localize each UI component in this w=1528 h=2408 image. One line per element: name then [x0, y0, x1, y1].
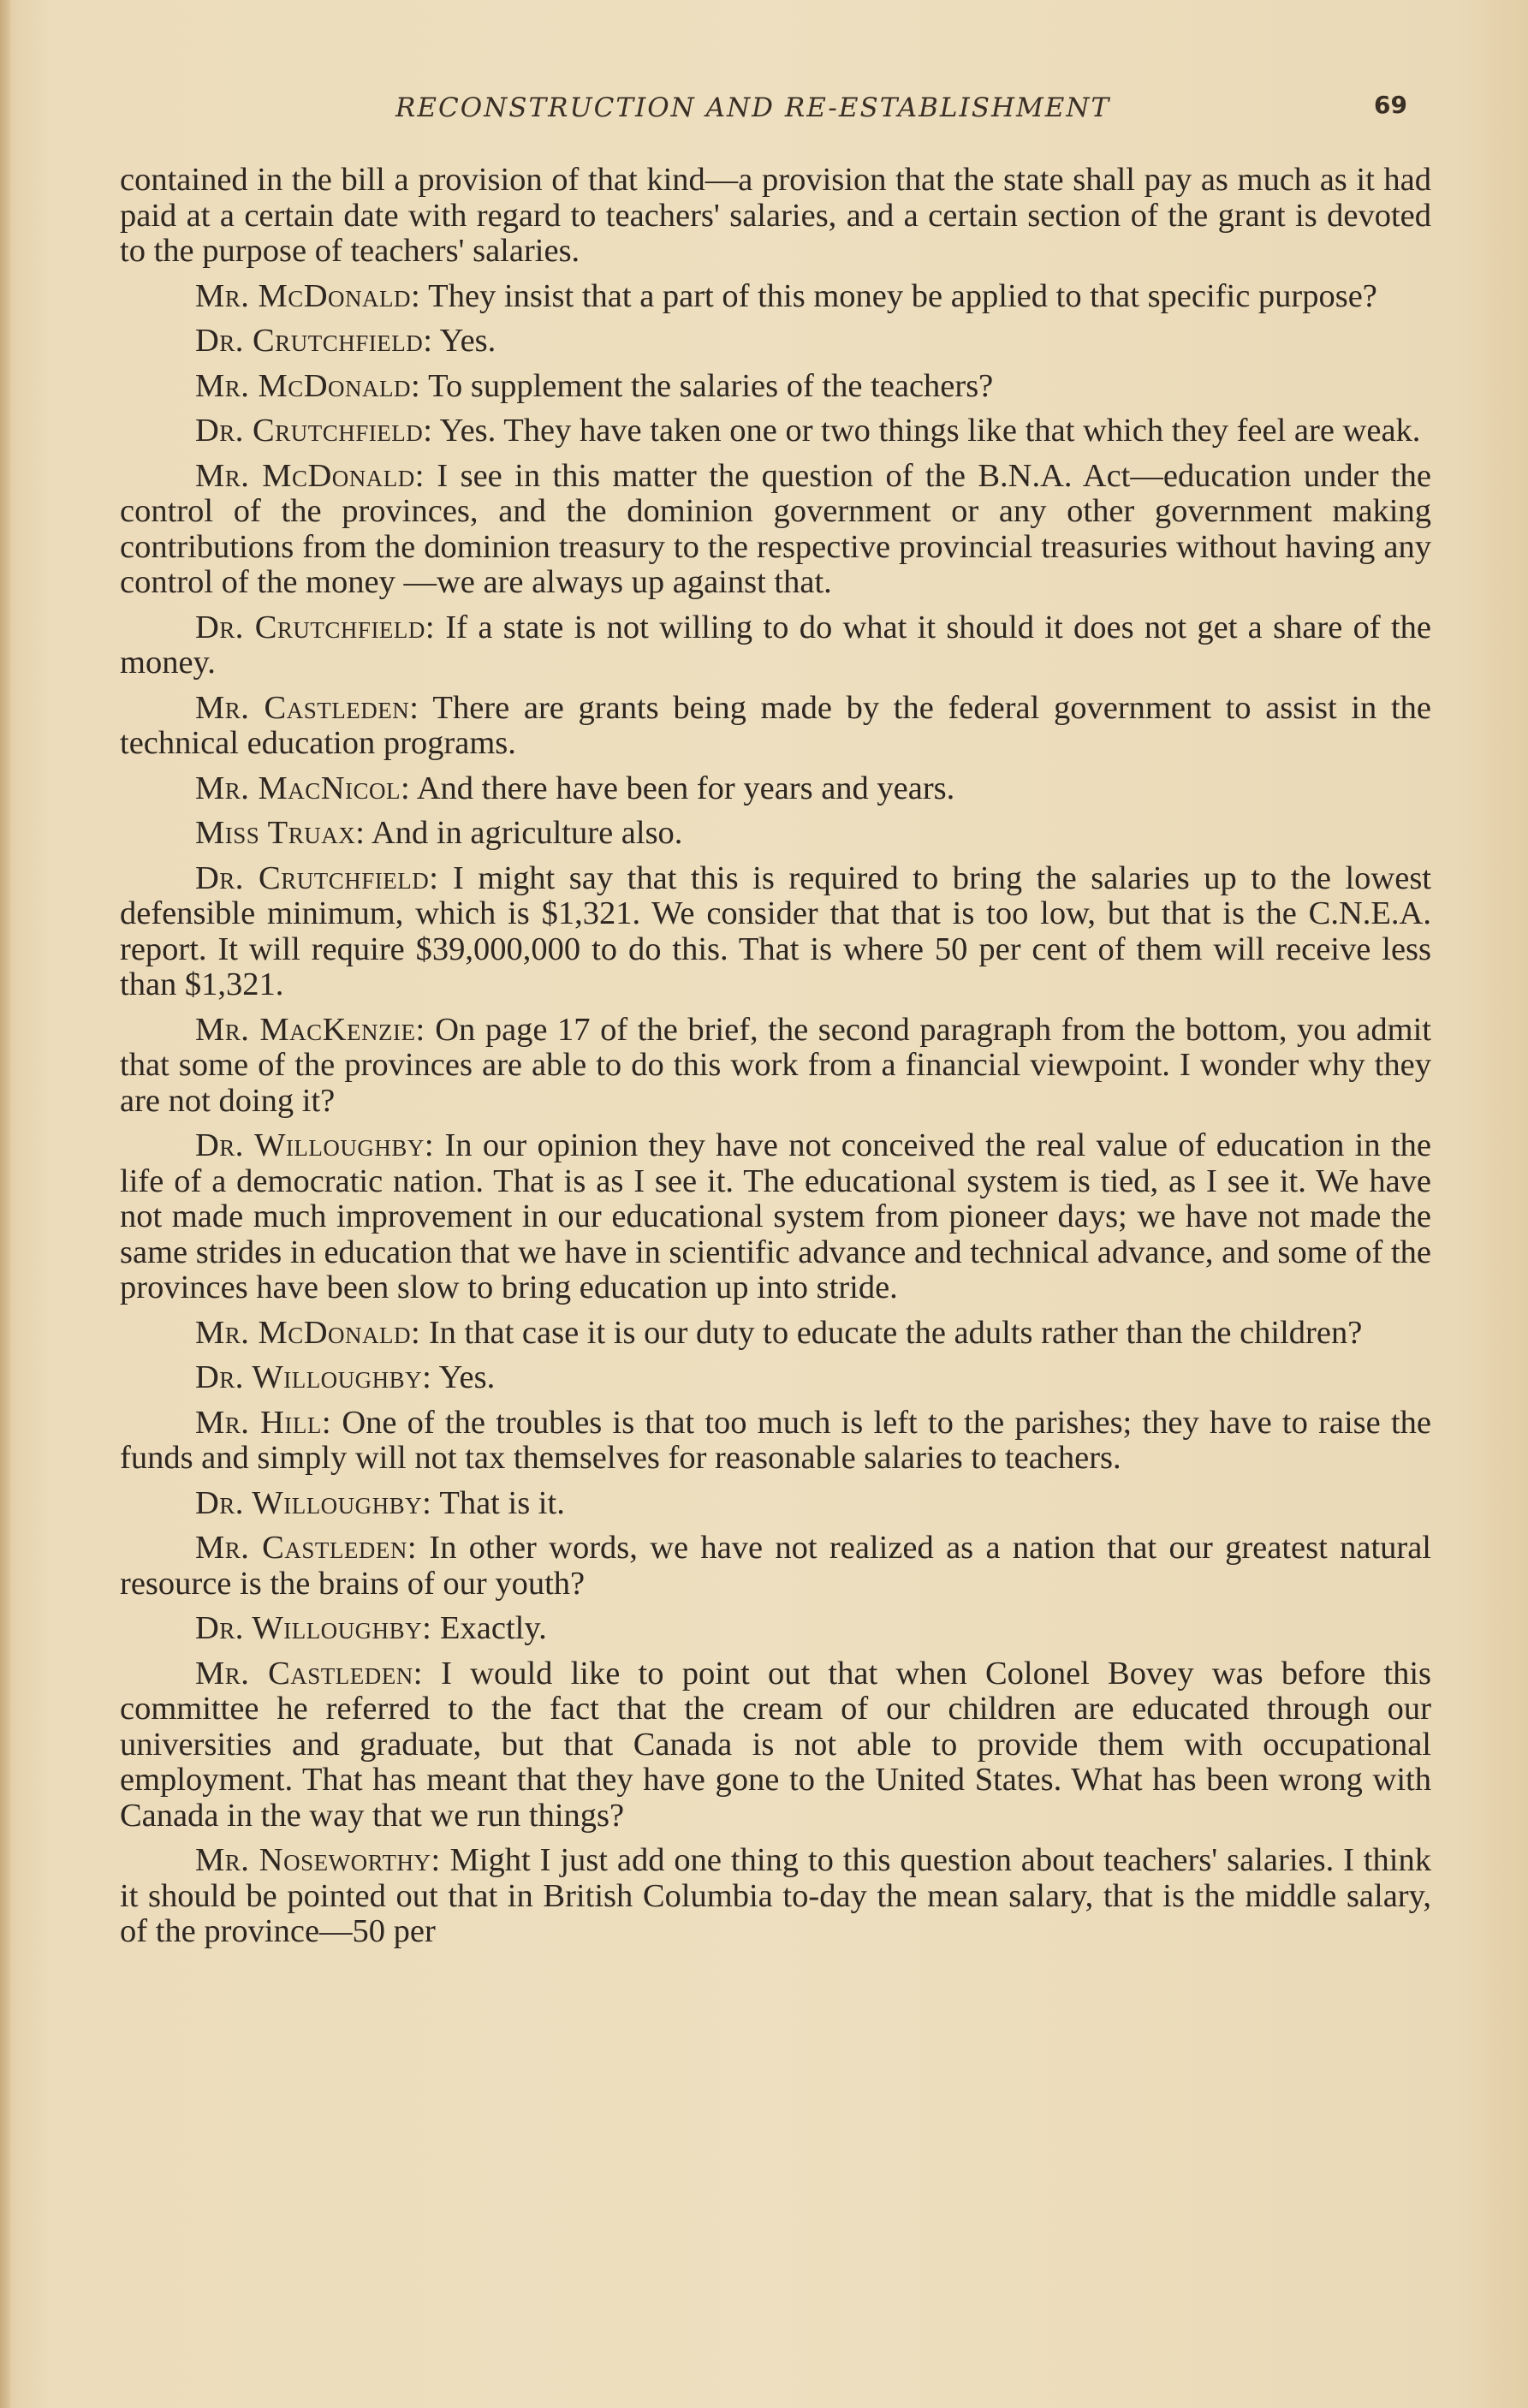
speaker-name: Mr. Castleden: — [195, 1530, 418, 1566]
speaker-name: Dr. Crutchfield: — [195, 859, 439, 896]
speech-text: I might say that this is required to bring the salaries up to the lowest defensible minimum, which is $1,321. We consider that that is too low, but that is the C.N.E.A. report. It will require $39,000,000 to do this. That is where 50 per cent of them will receive less than $1,321. — [120, 859, 1431, 1002]
speaker-name: Dr. Crutchfield: — [195, 609, 436, 645]
speaker-name: Miss Truax: — [195, 815, 366, 851]
running-head: RECONSTRUCTION AND RE-ESTABLISHMENT — [395, 92, 1111, 123]
speaker-name: Dr. Willoughby: — [195, 1484, 432, 1521]
speech-text: Might I just add one thing to this question about teachers' salaries. I think it should be pointed out that in British Columbia to-day the mean salary, that is the middle salary, of the province—50 per — [120, 1842, 1432, 1949]
exchange-paragraph — [120, 1360, 1431, 1396]
speaker-name: Mr. MacNicol: — [195, 770, 411, 806]
speaker-name: Mr. Castleden: — [195, 689, 419, 726]
opening-paragraph: contained in the bill a provision of that kind—a provision that the state shall pay as much as it had paid at a certain date with regard to teachers' salaries, and a certain section of the grant is devoted to the purpose of teachers' salaries. — [120, 162, 1431, 269]
speech-text: That is it. — [439, 1484, 565, 1521]
speech-text: They insist that a part of this money be applied to that specific purpose? — [428, 277, 1377, 314]
speech-text: Yes. — [438, 1359, 496, 1395]
exchange-paragraph — [120, 1406, 1431, 1477]
exchange-paragraph — [120, 279, 1431, 315]
exchange-paragraph — [120, 1843, 1431, 1950]
speech-text: To supplement the salaries of the teachers? — [428, 367, 994, 404]
page-body — [120, 163, 1431, 1959]
speech-text: There are grants being made by the federal government to assist in the technical education programs. — [120, 689, 1431, 761]
speaker-name: Mr. Hill: — [195, 1404, 332, 1441]
speech-text: If a state is not willing to do what it should it does not get a share of the money. — [120, 609, 1432, 681]
speech-text: On page 17 of the brief, the second paragraph from the bottom, you admit that some of the provinces are able to do this work from a financial viewpoint. I wonder why they are not doing it? — [120, 1011, 1431, 1119]
speaker-name: Mr. MacKenzie: — [195, 1011, 425, 1048]
exchange-paragraph — [120, 861, 1431, 1003]
speech-text: I would like to point out that when Colonel Bovey was before this committee he referred to the fact that the cream of our children are educated through our universities and graduate, but that Canada is not able to provide them with occupational employment. That has meant that they have gone to the United States. What has been wrong with Canada in the way that we run things? — [120, 1655, 1431, 1834]
speech-text: I see in this matter the question of the B.N.A. Act—education under the control of the provinces, and the dominion government or any other government making contributions from the dominion treasury to the respective provincial treasuries without having any control of the money —we are always up against that. — [120, 457, 1431, 600]
exchange-paragraph — [120, 1486, 1431, 1522]
speech-text: Yes. — [439, 323, 496, 359]
exchange-paragraph — [120, 771, 1431, 807]
speaker-name: Mr. Noseworthy: — [195, 1842, 441, 1878]
speaker-name: Mr. McDonald: — [195, 1314, 421, 1351]
speaker-name: Dr. Willoughby: — [195, 1610, 432, 1646]
speaker-name: Dr. Crutchfield: — [195, 323, 433, 359]
exchange-paragraph — [120, 691, 1431, 762]
page-gutter — [0, 0, 10, 2408]
exchange-paragraph — [120, 459, 1431, 601]
exchange-paragraph — [120, 413, 1431, 449]
speaker-name: Mr. McDonald: — [195, 367, 421, 404]
exchange-paragraph — [120, 1013, 1431, 1120]
speech-text: Yes. They have taken one or two things like that which they feel are weak. — [439, 413, 1421, 449]
speaker-name: Mr. McDonald: — [195, 277, 421, 314]
speech-text: In our opinion they have not conceived the real value of education in the life of a democratic nation. That is as I see it. The educational system is tied, as I see it. We have not made much improvement in our educational system from pioneer days; we have not made the same strides in education that we have in scientific advance and technical advance, and some of the provinces have been slow to bring education up into stride. — [120, 1127, 1432, 1305]
exchange-paragraph — [120, 1316, 1431, 1352]
speech-text: Exactly. — [440, 1610, 547, 1646]
exchange-paragraph — [120, 1656, 1431, 1834]
exchange-paragraph — [120, 1611, 1431, 1647]
speaker-name: Dr. Crutchfield: — [195, 413, 433, 449]
speech-text: And in agriculture also. — [371, 815, 683, 851]
speaker-name: Mr. Castleden: — [195, 1655, 423, 1692]
speech-text: One of the troubles is that too much is left to the parishes; they have to raise the funds and simply will not tax themselves for reasonable salaries to teachers. — [120, 1404, 1432, 1476]
speech-text: And there have been for years and years. — [416, 770, 955, 806]
page-number: 69 — [1374, 91, 1407, 119]
speech-text: In other words, we have not realized as a nation that our greatest natural resource is the brains of our youth? — [120, 1530, 1431, 1602]
exchange-paragraph — [120, 1531, 1431, 1602]
speech-text: In that case it is our duty to educate the adults rather than the children? — [428, 1314, 1363, 1351]
exchange-paragraph — [120, 369, 1431, 405]
speaker-name: Mr. McDonald: — [195, 457, 425, 494]
speaker-name: Dr. Willoughby: — [195, 1127, 435, 1163]
speaker-name: Dr. Willoughby: — [195, 1359, 432, 1395]
exchange-paragraph — [120, 816, 1431, 852]
exchange-paragraph — [120, 1128, 1431, 1306]
exchange-paragraph — [120, 324, 1431, 360]
exchange-paragraph — [120, 610, 1431, 681]
